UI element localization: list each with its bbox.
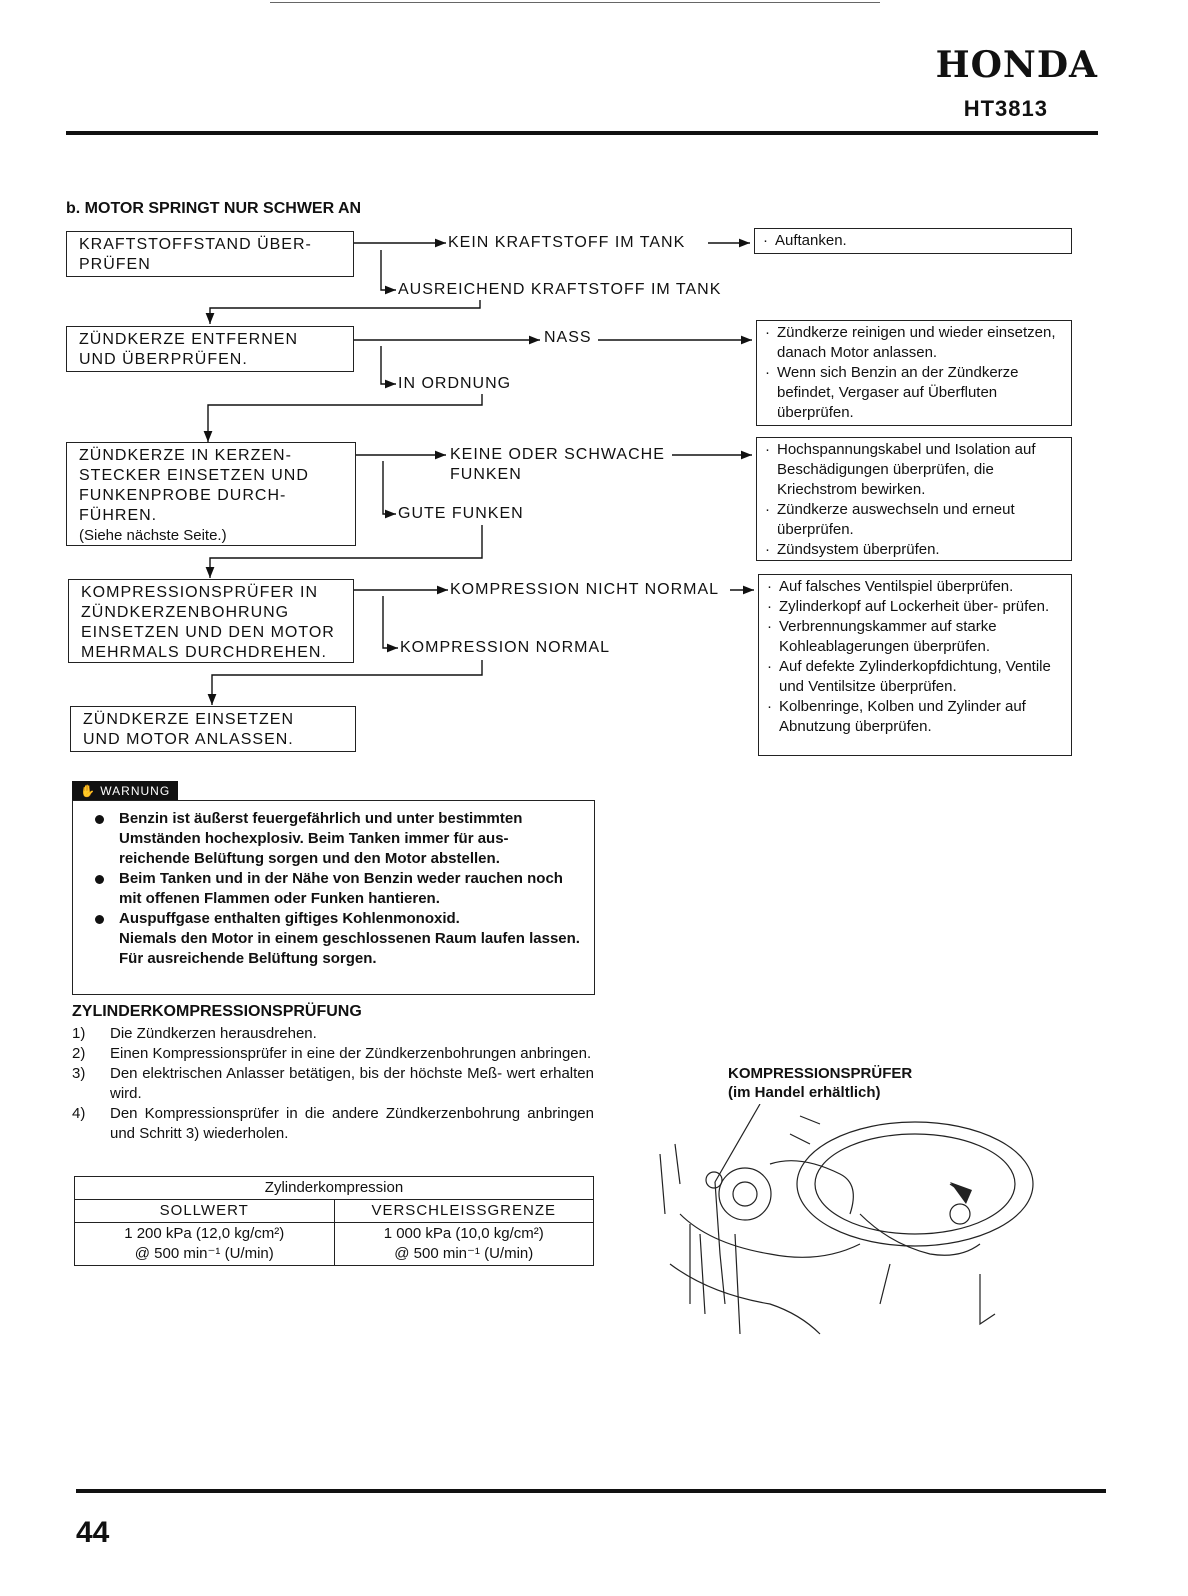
warning-text: Beim Tanken und in der Nähe von Benzin weder rauchen noch mit offenen Flammen oder Funken hantieren. [119, 870, 563, 907]
table-caption: Zylinderkompression [75, 1177, 594, 1200]
remedy-item: · Kolbenringe, Kolben und Zylinder auf Abnutzung überprüfen. [767, 697, 1065, 737]
flow-step-line: MEHRMALS DURCHDREHEN. [81, 644, 327, 661]
branch-label-compression-abnormal: KOMPRESSION NICHT NORMAL [450, 581, 720, 598]
nominal-value: 1 200 kPa (12,0 kg/cm²) [124, 1225, 285, 1242]
flow-step-line: ZÜNDKERZE ENTFERNEN [79, 331, 299, 348]
step-number: 3) [72, 1065, 86, 1082]
step-number: 1) [72, 1025, 86, 1042]
remedy-item: · Zündkerze auswechseln und erneut überprüfen. [765, 500, 1065, 540]
flow-step-line: FUNKENPROBE DURCH- [79, 487, 287, 504]
compression-step [72, 1024, 594, 1044]
remedy-item: · Zylinderkopf auf Lockerheit über- prüfen. [767, 597, 1065, 617]
compression-spec-table [74, 1176, 594, 1266]
flow-step-line: ZÜNDKERZE EINSETZEN [83, 711, 295, 728]
flow-step-check-spark-plug [66, 326, 354, 372]
section-title: b. MOTOR SPRINGT NUR SCHWER AN [66, 200, 362, 217]
flow-step-note: (Siehe nächste Seite.) [79, 527, 227, 544]
warning-tag [72, 781, 178, 801]
warning-text: Benzin ist äußerst feuergefährlich und unter bestimmten Umständen hochexplosiv. Beim Tanken immer für aus- reichende Belüftung sorgen und den Motor abstellen. [119, 810, 523, 867]
flow-step-compression-test [68, 579, 354, 663]
compression-section-title: ZYLINDERKOMPRESSIONSPRÜFUNG [72, 1003, 362, 1020]
warning-item [89, 869, 580, 909]
remedy-item: · Auftanken. [763, 231, 1065, 251]
remedy-item: · Auf falsches Ventilspiel überprüfen. [767, 577, 1065, 597]
nominal-rpm: @ 500 min⁻¹ (U/min) [134, 1245, 274, 1262]
warning-box [72, 800, 595, 995]
branch-label-no-fuel: KEIN KRAFTSTOFF IM TANK [448, 234, 686, 251]
flow-step-line: EINSETZEN UND DEN MOTOR [81, 624, 335, 641]
branch-label-wet: NASS [544, 329, 592, 346]
limit-rpm: @ 500 min⁻¹ (U/min) [394, 1245, 534, 1262]
figure-caption-note: (im Handel erhältlich) [728, 1084, 881, 1101]
compression-step [72, 1064, 594, 1104]
warning-text: Auspuffgase enthalten giftiges Kohlenmonoxid. [119, 910, 460, 927]
step-number: 4) [72, 1105, 86, 1122]
flow-step-line: UND MOTOR ANLASSEN. [83, 731, 294, 748]
limit-value: 1 000 kPa (10,0 kg/cm²) [383, 1225, 544, 1242]
branch-label-compression-normal: KOMPRESSION NORMAL [400, 639, 611, 656]
step-text: Den Kompressionsprüfer in die andere Zündkerzenbohrung anbringen und Schritt 3) wiederholen. [110, 1105, 594, 1142]
step-text: Einen Kompressionsprüfer in eine der Zündkerzenbohrungen anbringen. [110, 1045, 592, 1062]
step-text: Den elektrischen Anlasser betätigen, bis der höchste Meß- wert erhalten wird. [110, 1065, 594, 1102]
branch-label-enough-fuel: AUSREICHEND KRAFTSTOFF IM TANK [398, 281, 722, 298]
compression-tester-illustration [650, 1104, 1040, 1344]
model-number: HT3813 [963, 96, 1048, 121]
flow-step-line: KRAFTSTOFFSTAND ÜBER- [79, 236, 312, 253]
brand-logo: HONDA [935, 44, 1098, 86]
flow-step-line: PRÜFEN [79, 256, 151, 273]
warning-extra-text: Für ausreichende Belüftung sorgen. [119, 950, 377, 967]
flow-step-start-engine [70, 706, 356, 752]
warning-extra-text: Niemals den Motor in einem geschlossenen Raum laufen lassen. [119, 930, 580, 947]
branch-label-no-spark-cont: FUNKEN [450, 466, 522, 483]
bullet-icon [95, 875, 104, 884]
warning-item [89, 809, 580, 869]
step-number: 2) [72, 1045, 86, 1062]
flow-step-line: ZÜNDKERZENBOHRUNG [81, 604, 290, 621]
table-header-limit: VERSCHLEISSGRENZE [334, 1200, 594, 1223]
step-text: Die Zündkerzen herausdrehen. [110, 1025, 317, 1042]
table-cell-limit [334, 1223, 594, 1266]
warning-item [89, 909, 580, 969]
flow-step-line: FÜHREN. [79, 507, 158, 524]
flow-step-line: UND ÜBERPRÜFEN. [79, 351, 248, 368]
remedy-check-ignition [756, 437, 1072, 561]
branch-label-no-spark: KEINE ODER SCHWACHE [450, 446, 665, 463]
remedy-item: · Auf defekte Zylinderkopfdichtung, Ventile und Ventilsitze überprüfen. [767, 657, 1065, 697]
remedy-item: · Verbrennungskammer auf starke Kohleablagerungen überprüfen. [767, 617, 1065, 657]
branch-label-ok: IN ORDNUNG [398, 375, 512, 392]
remedy-clean-plug [756, 320, 1072, 426]
flow-step-line: KOMPRESSIONSPRÜFER IN [81, 584, 319, 601]
bullet-icon [95, 915, 104, 924]
remedy-item: · Zündkerze reinigen und wieder einsetzen, danach Motor anlassen. [765, 323, 1065, 363]
remedy-item: · Hochspannungskabel und Isolation auf Beschädigungen überprüfen, die Kriechstrom bewirken. [765, 440, 1065, 500]
flow-step-line: STECKER EINSETZEN UND [79, 467, 309, 484]
compression-steps [72, 1024, 594, 1144]
remedy-refuel [754, 228, 1072, 254]
bullet-icon [95, 815, 104, 824]
remedy-compression-checks [758, 574, 1072, 756]
table-cell-nominal [75, 1223, 335, 1266]
warning-tag-label: WARNUNG [100, 784, 171, 798]
hand-warning-icon: ✋ [80, 784, 101, 798]
table-header-nominal: SOLLWERT [75, 1200, 335, 1223]
compression-step [72, 1044, 594, 1064]
branch-label-good-spark: GUTE FUNKEN [398, 505, 524, 522]
page-number: 44 [76, 1516, 110, 1549]
figure-caption-title: KOMPRESSIONSPRÜFER [728, 1065, 913, 1082]
compression-step [72, 1104, 594, 1144]
flow-step-spark-test [66, 442, 356, 546]
flow-step-line: ZÜNDKERZE IN KERZEN- [79, 447, 292, 464]
footer-rule [76, 1489, 1106, 1493]
remedy-item: · Wenn sich Benzin an der Zündkerze befindet, Vergaser auf Überfluten überprüfen. [765, 363, 1065, 423]
flow-step-check-fuel [66, 231, 354, 277]
remedy-item: · Zündsystem überprüfen. [765, 540, 1065, 560]
figure-caption [728, 1064, 912, 1102]
